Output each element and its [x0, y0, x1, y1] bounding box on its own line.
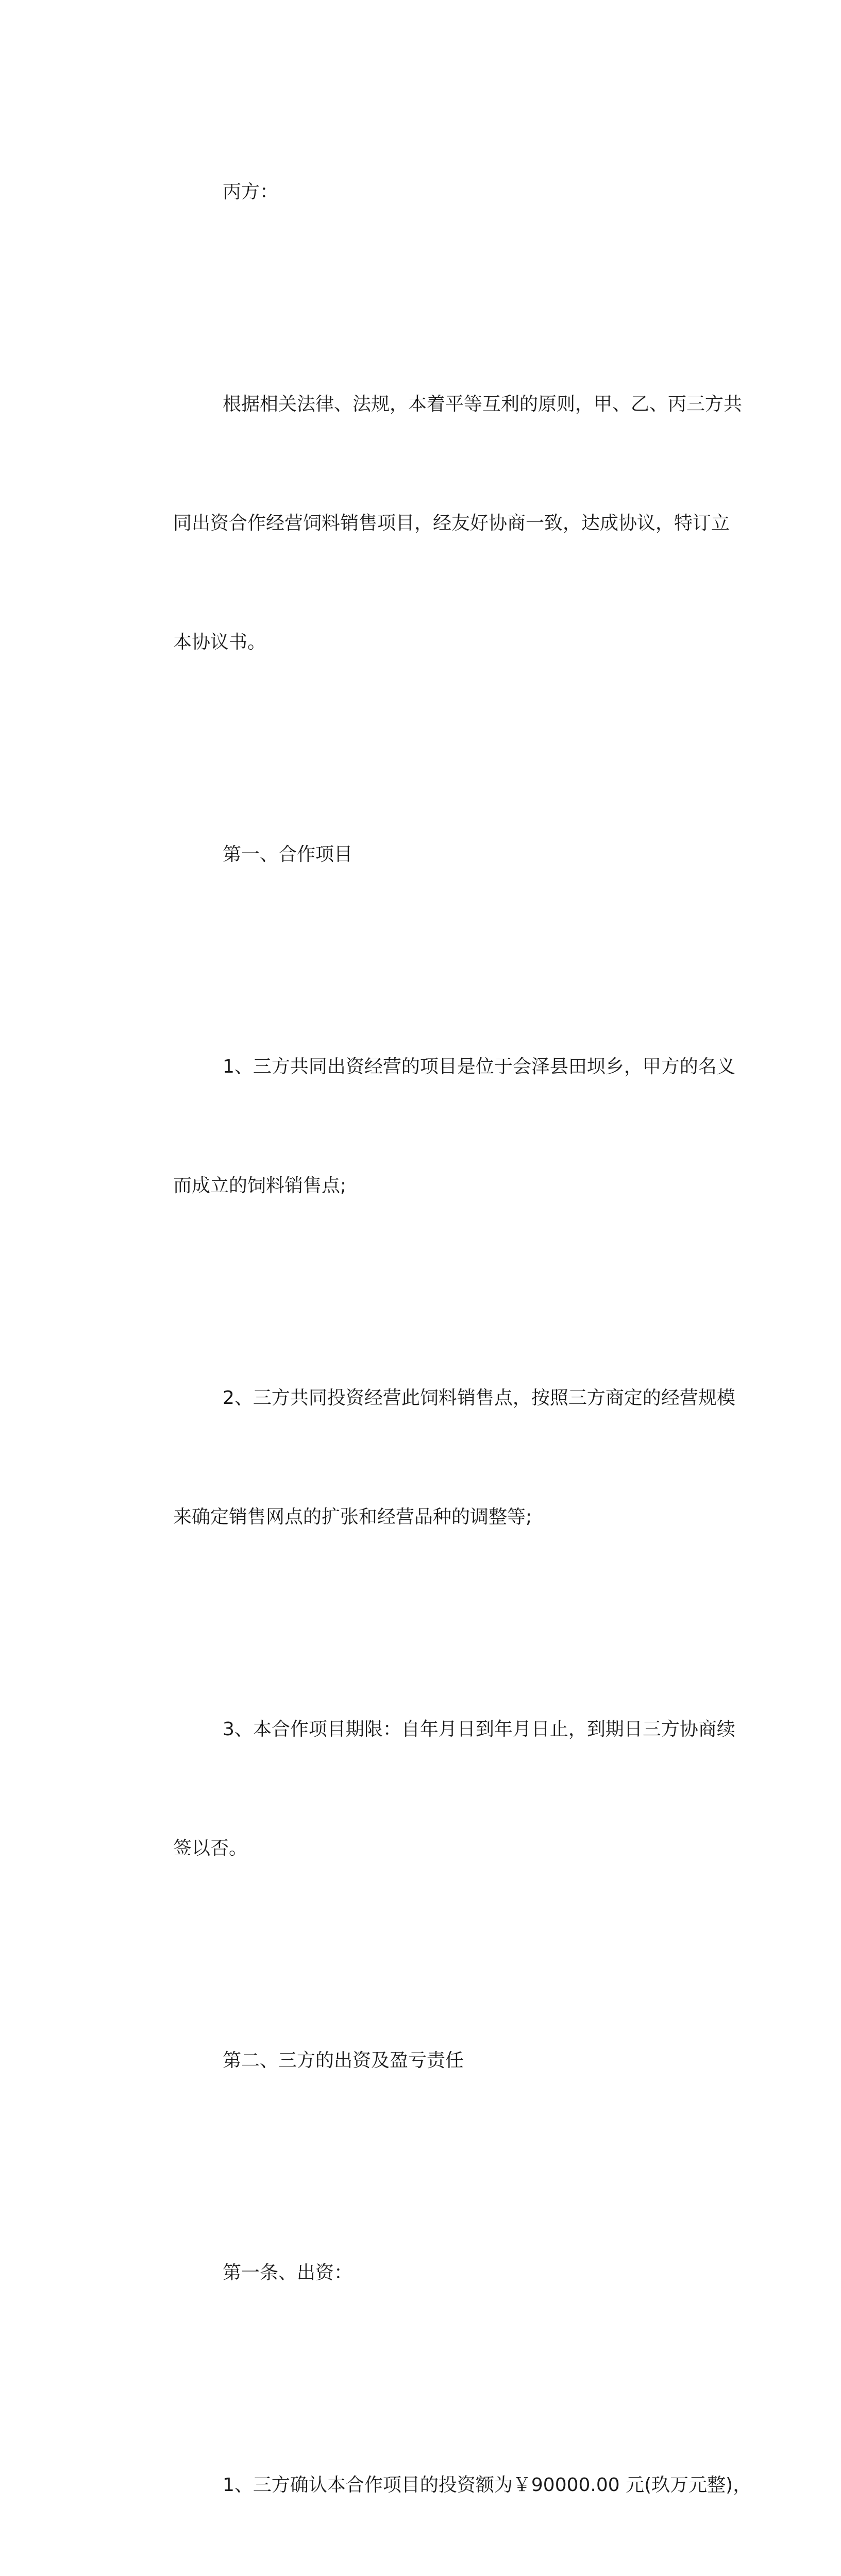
- paragraph-preamble: [124, 305, 743, 741]
- document-body: [124, 93, 752, 2576]
- text-line: 而成立的饲料销售点;: [173, 1175, 347, 1196]
- text-line: 2、三方共同投资经营此饲料销售点，按照三方商定的经营规模: [223, 1387, 735, 1409]
- text-line: 3、本合作项目期限：自年月日到年月日止，到期日三方协商续: [223, 1719, 735, 1740]
- text-line: 1、三方确认本合作项目的投资额为￥90000.00 元(玖万元整)，: [223, 2475, 752, 2496]
- text-line: 第二、三方的出资及盈亏责任: [223, 2050, 464, 2071]
- text-line: 同出资合作经营饲料销售项目，经友好协商一致，达成协议，特订立: [173, 513, 730, 534]
- clause-1-1: [124, 968, 735, 1285]
- article-heading-capital: [124, 2174, 707, 2372]
- clause-2-1: [124, 2386, 752, 2576]
- section-heading-cooperation-project: [124, 755, 707, 954]
- clause-1-2: [124, 1299, 735, 1616]
- paragraph-party-c: [124, 93, 707, 291]
- text-line: 1、三方共同出资经营的项目是位于会泽县田坝乡，甲方的名义: [223, 1056, 735, 1077]
- text-line: 来确定销售网点的扩张和经营品种的调整等;: [173, 1506, 532, 1528]
- section-heading-capital-and-liability: [124, 1961, 707, 2160]
- text-line: 第一条、出资：: [223, 2262, 353, 2283]
- text-line: 丙方：: [223, 181, 279, 202]
- text-line: 签以否。: [173, 1838, 248, 1859]
- text-line: 根据相关法律、法规，本着平等互利的原则，甲、乙、丙三方共: [223, 394, 743, 415]
- text-line: 第一、合作项目: [223, 844, 353, 865]
- clause-1-3: [124, 1630, 735, 1947]
- text-line: 本协议书。: [173, 632, 266, 653]
